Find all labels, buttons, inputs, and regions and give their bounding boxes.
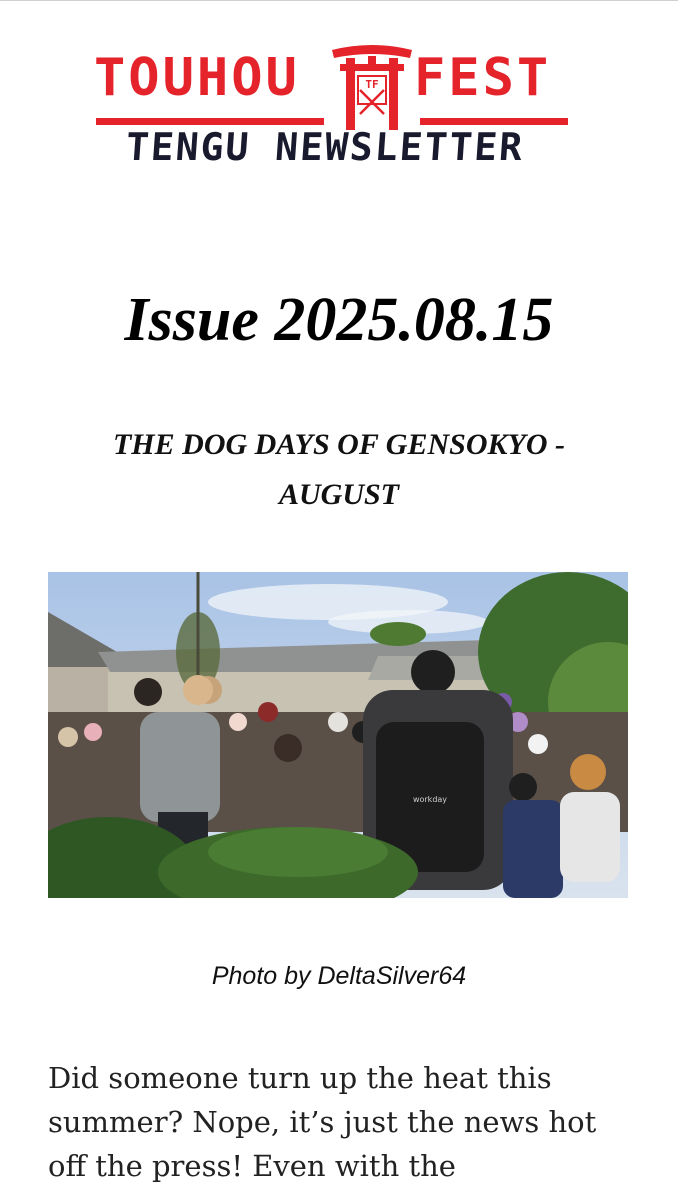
photo-caption: Photo by DeltaSilver64 xyxy=(211,962,467,990)
logo-subtitle: TENGU NEWSLETTER xyxy=(124,125,526,169)
issue-subtitle: THE DOG DAYS OF GENSOKYO - AUGUST xyxy=(112,428,565,511)
logo-word-touhou: TOUHOU xyxy=(94,48,300,108)
torii-gate-icon xyxy=(330,44,414,130)
logo-emblem-text: TF xyxy=(365,78,379,91)
issue-title: Issue 2025.08.15 xyxy=(124,286,554,354)
article-body xyxy=(48,1056,638,1188)
article-line: off the press! Even with the xyxy=(48,1149,456,1183)
event-photo[interactable] xyxy=(48,572,628,898)
logo-word-fest: FEST xyxy=(414,48,552,108)
article-line: Did someone turn up the heat this xyxy=(48,1061,552,1095)
top-divider xyxy=(0,0,678,1)
logo-top-row xyxy=(92,44,572,114)
masthead-logo[interactable] xyxy=(92,28,572,176)
svg-text:workday: workday xyxy=(412,795,448,804)
article-line: summer? Nope, it’s just the news hot xyxy=(48,1105,597,1139)
